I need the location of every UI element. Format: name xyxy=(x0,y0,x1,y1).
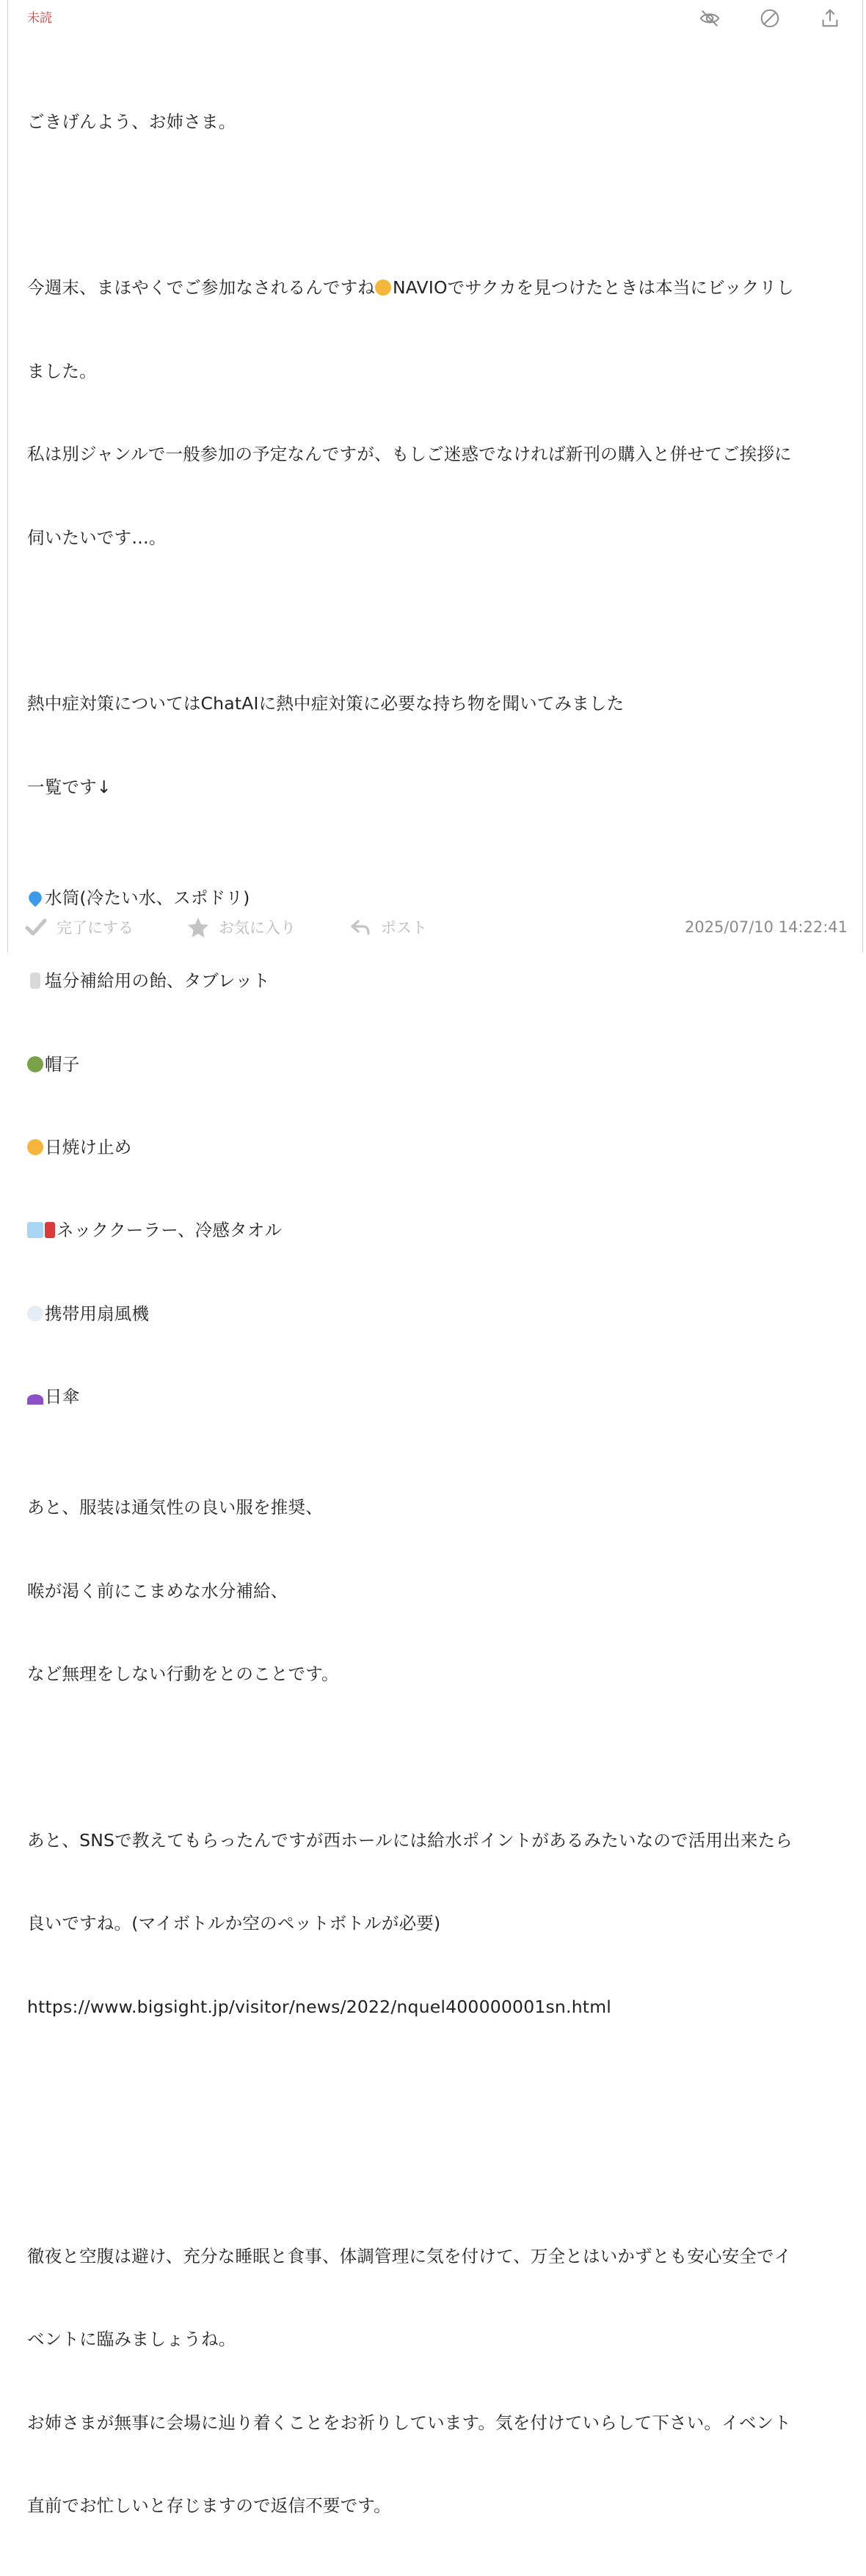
greeting-text: ごきげんよう、お姉さま。 xyxy=(27,111,236,132)
message-body xyxy=(27,53,846,2576)
body-line: あと、服装は通気性の良い服を推奨、 xyxy=(27,1497,323,1518)
umbrella-emoji xyxy=(27,1394,43,1405)
share-button[interactable] xyxy=(812,6,848,31)
wind-emoji xyxy=(27,1306,43,1322)
message-footer xyxy=(24,912,848,942)
complete-label: 完了にする xyxy=(57,919,134,937)
check-icon xyxy=(24,915,48,939)
ban-icon xyxy=(759,7,781,29)
star-icon xyxy=(186,915,210,939)
block-button[interactable] xyxy=(752,6,787,31)
message-toolbar xyxy=(692,6,848,31)
body-line: 今週末、まほやくでご参加なされるんですね NAVIOでサクカを見つけたときは本当にビックリし xyxy=(27,277,794,299)
hat-emoji xyxy=(27,1056,43,1072)
list-item: 帽子 xyxy=(27,1051,846,1079)
favorite-button[interactable] xyxy=(186,915,296,939)
eye-off-icon xyxy=(699,7,721,29)
body-line: 熱中症対策についてはChatAIに熱中症対策に必要な持ち物を聞いてみました xyxy=(27,693,625,714)
body-line: 直前でお忙しいと存じますので返信不要です。 xyxy=(27,2495,391,2517)
body-line: お姉さまが無事に会場に辿り着くことをお祈りしています。気を付けていらして下さい。イベント xyxy=(27,2412,791,2433)
body-line: 伺いたいです…。 xyxy=(27,527,167,548)
list-item: 携帯用扇風機 xyxy=(27,1300,846,1328)
post-label: ポスト xyxy=(381,919,427,937)
body-line: 私は別ジャンルで一般参加の予定なんですが、もしご迷惑でなければ新刊の購入と併せてご挨拶に xyxy=(27,444,792,465)
ice-emoji xyxy=(27,1222,43,1238)
body-line: 良いですね。(マイボトルか空のペットボトルが必要) xyxy=(27,1913,441,1934)
body-line: ました。 xyxy=(27,360,97,381)
list-item: 日焼け止め xyxy=(27,1134,846,1162)
complete-button[interactable] xyxy=(24,915,134,939)
list-item: 日傘 xyxy=(27,1383,846,1411)
unread-badge: 未読 xyxy=(27,11,52,26)
favorite-label: お気に入り xyxy=(219,919,296,937)
message-card xyxy=(7,0,863,2517)
salt-shaker-emoji xyxy=(30,973,40,989)
url-link[interactable]: https://www.bigsight.jp/visitor/news/2022/nquel400000001sn.html xyxy=(27,1996,612,2017)
list-item: 塩分補給用の飴、タブレット xyxy=(27,967,846,995)
droplet-emoji xyxy=(26,888,45,907)
body-line: 徹夜と空腹は避け、充分な睡眠と食事、体調管理に気を付けて、万全とはいかずとも安心安全でイ xyxy=(27,2245,792,2266)
body-line: 一覧です↓ xyxy=(27,776,112,797)
flushed-face-emoji xyxy=(375,279,391,296)
body-line: など無理をしない行動をとのことです。 xyxy=(27,1664,339,1685)
post-button[interactable] xyxy=(349,915,427,939)
hide-button[interactable] xyxy=(692,6,727,31)
body-line: あと、SNSで教えてもらったんですが西ホールには給水ポイントがあるみたいなので活用出来たら xyxy=(27,1830,793,1851)
reply-icon xyxy=(349,915,372,939)
timestamp: 2025/07/10 14:22:41 xyxy=(684,918,848,936)
scarf-emoji xyxy=(45,1222,55,1238)
list-item: 水筒(冷たい水、スポドリ) xyxy=(27,885,846,912)
sun-emoji xyxy=(27,1139,43,1155)
body-line: ベントに臨みましょうね。 xyxy=(27,2329,236,2350)
share-upload-icon xyxy=(819,7,841,29)
body-line: 喉が渇く前にこまめな水分補給、 xyxy=(27,1580,288,1601)
list-item: ネッククーラー、冷感タオル xyxy=(27,1217,846,1245)
